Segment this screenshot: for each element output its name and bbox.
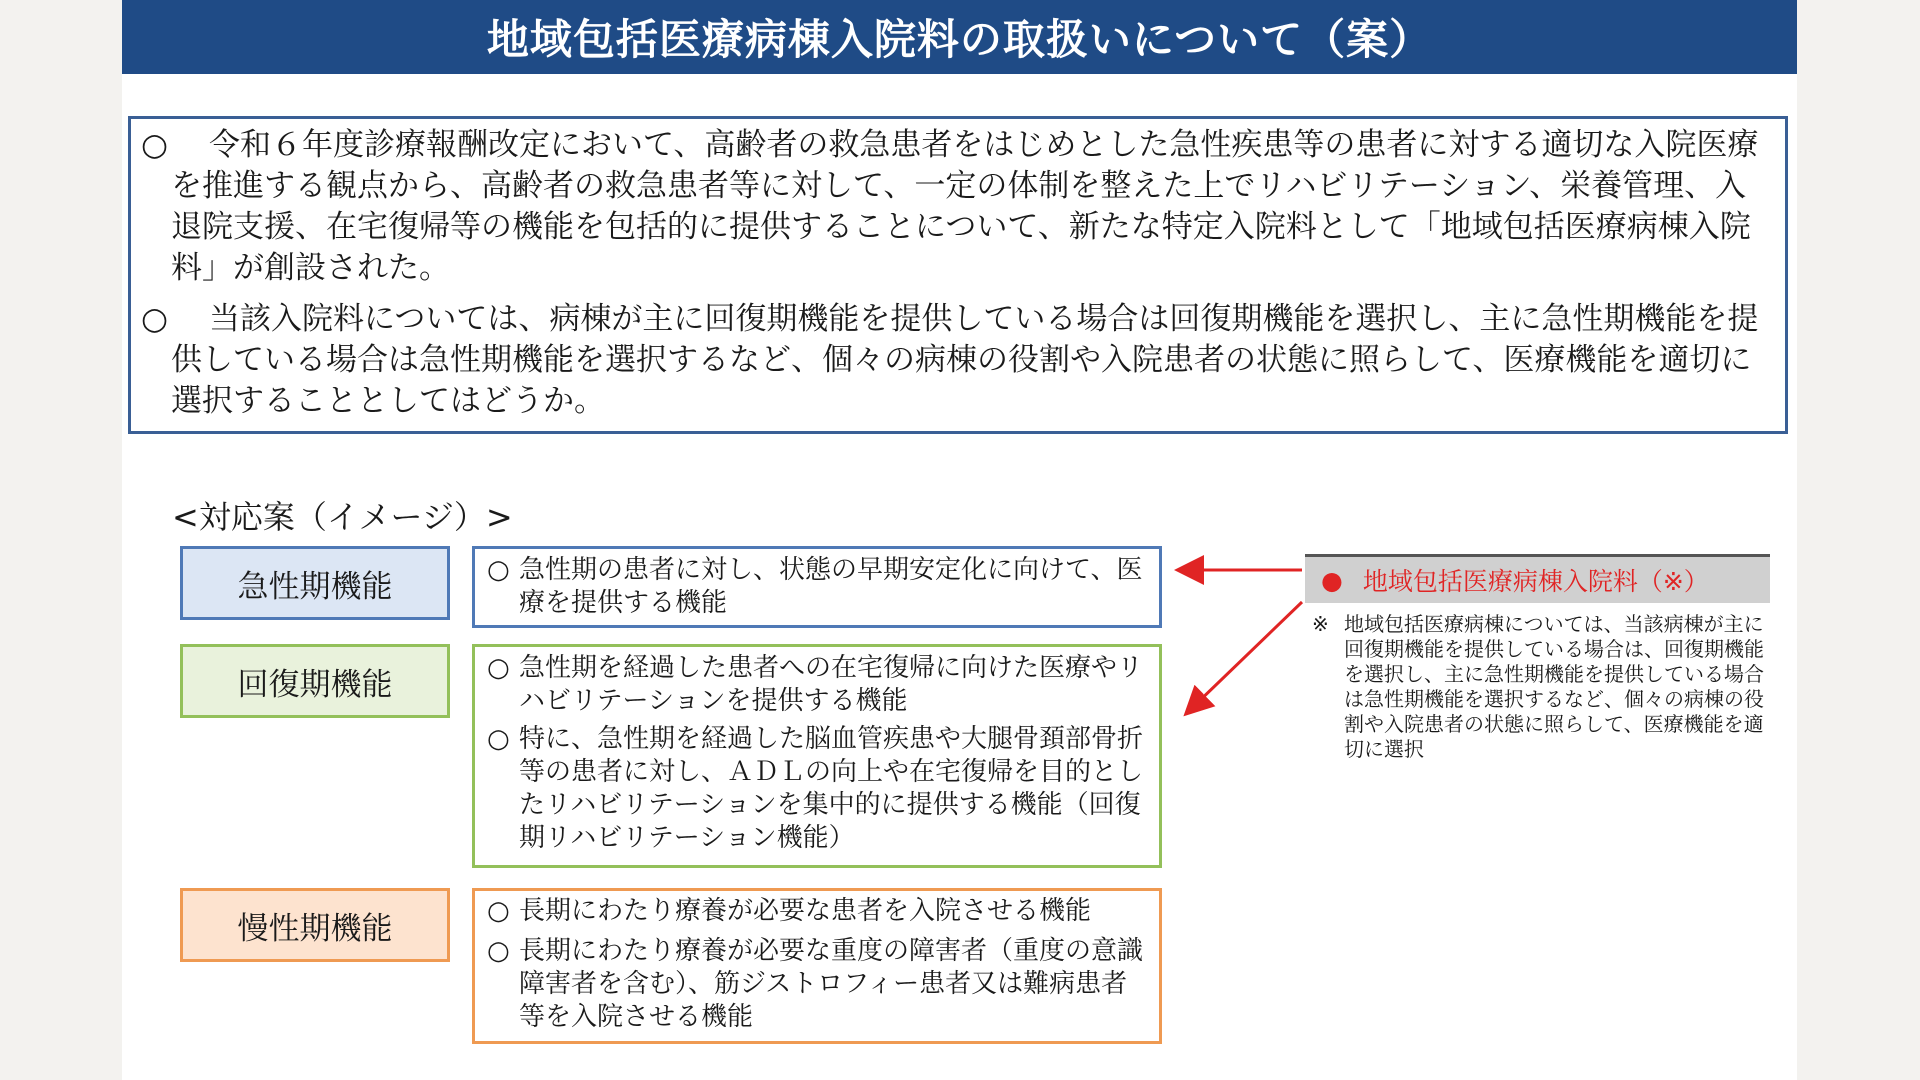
function-item-text: 急性期の患者に対し、状態の早期安定化に向けて、医療を提供する機能 — [519, 555, 1143, 618]
function-item-text: 長期にわたり療養が必要な重度の障害者（重度の意識障害者を含む）、筋ジストロフィー患者又は難病患者等を入院させる機能 — [519, 936, 1144, 1032]
arrow-to-recovery — [1192, 602, 1302, 708]
page-title: 地域包括医療病棟入院料の取扱いについて（案） — [486, 15, 1433, 64]
function-item — [487, 554, 1149, 620]
function-item-text: 長期にわたり療養が必要な患者を入院させる機能 — [519, 896, 1092, 926]
item-marker: ○ — [487, 724, 510, 754]
intro-bullet-text: 当該入院料については、病棟が主に回復期機能を提供している場合は回復期機能を選択し、主に急性期機能を提供している場合は急性期機能を選択するなど、個々の病棟の役割や入院患者の状態に照らして、医療機能を適切に選択することとしてはどうか。 — [171, 301, 1759, 419]
chronic-function-label: 慢性期機能 — [180, 888, 450, 962]
acute-function-description — [472, 546, 1162, 628]
function-item — [487, 723, 1149, 855]
function-item — [487, 935, 1149, 1034]
function-item-text: 特に、急性期を経過した脳血管疾患や大腿骨頚部骨折等の患者に対し、ＡＤＬの向上や在宅復帰を目的としたリハビリテーションを集中的に提供する機能（回復期リハビリテーション機能） — [519, 724, 1144, 853]
item-marker: ○ — [487, 555, 510, 585]
bullet-dot-icon: ● — [1321, 565, 1343, 595]
function-item — [487, 652, 1149, 718]
bullet-marker: ○ — [141, 127, 169, 163]
reference-note — [1312, 612, 1772, 762]
reference-note-text: 地域包括医療病棟については、当該病棟が主に回復期機能を提供している場合は、回復期機能を選択し、主に急性期機能を提供している場合は急性期機能を選択するなど、個々の病棟の役割や入院患者の状態に照らして、医療機能を適切に選択 — [1344, 612, 1764, 761]
recovery-function-label: 回復期機能 — [180, 644, 450, 718]
acute-function-label: 急性期機能 — [180, 546, 450, 620]
intro-bullet-1 — [141, 125, 1761, 289]
title-bar — [122, 0, 1797, 74]
function-item — [487, 895, 1149, 928]
intro-box — [128, 116, 1788, 434]
slide — [122, 0, 1797, 1080]
intro-bullet-text: 令和６年度診療報酬改定において、高齢者の救急患者をはじめとした急性疾患等の患者に対する適切な入院医療を推進する観点から、高齢者の救急患者等に対して、一定の体制を整えた上でリハビリテーション、栄養管理、入退院支援、在宅復帰等の機能を包括的に提供することについて、新たな特定入院料として「地域包括医療病棟入院料」が創設された。 — [171, 127, 1759, 286]
recovery-function-description — [472, 644, 1162, 868]
item-marker: ○ — [487, 653, 510, 683]
reference-header-text: 地域包括医療病棟入院料（※） — [1362, 567, 1709, 596]
selection-arrows — [1162, 540, 1312, 720]
reference-header — [1305, 554, 1770, 603]
section-heading: <対応案（イメージ）> — [172, 498, 513, 536]
intro-bullet-2 — [141, 299, 1761, 422]
item-marker: ○ — [487, 936, 510, 966]
chronic-function-description — [472, 888, 1162, 1044]
bullet-marker: ○ — [141, 301, 169, 337]
note-marker: ※ — [1312, 612, 1329, 636]
item-marker: ○ — [487, 896, 510, 926]
function-item-text: 急性期を経過した患者への在宅復帰に向けた医療やリハビリテーションを提供する機能 — [519, 653, 1144, 716]
